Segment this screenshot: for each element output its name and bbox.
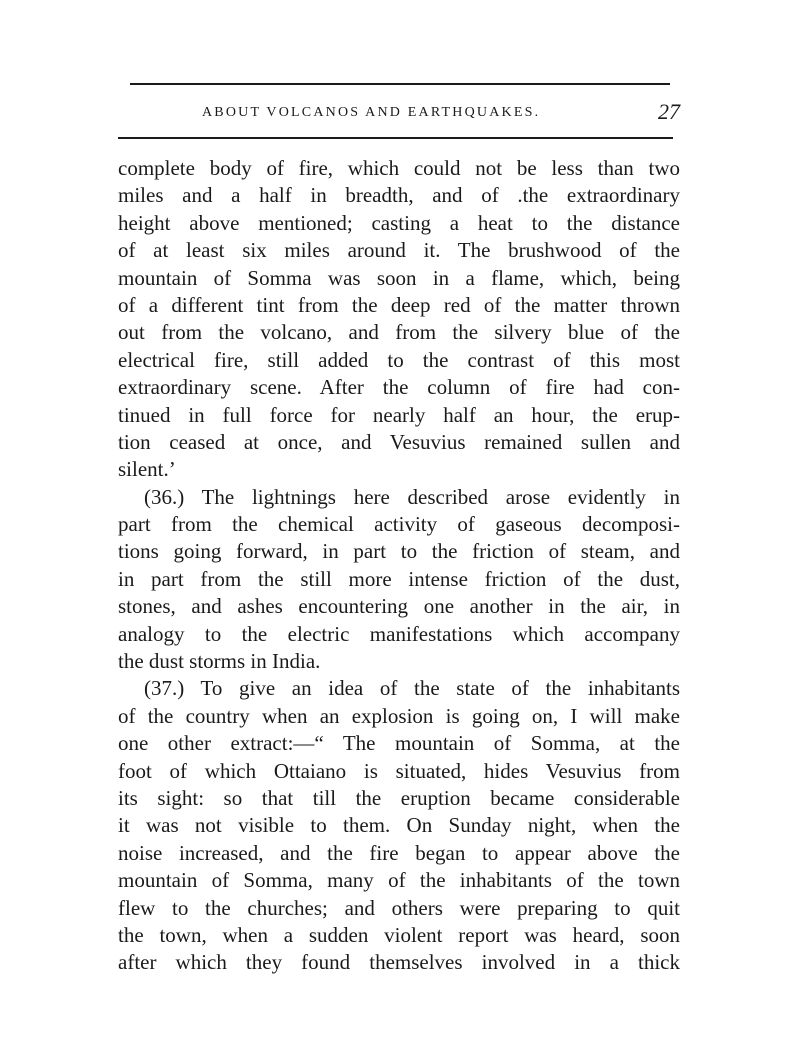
text-line: of at least six miles around it. The brushwood of the bbox=[118, 238, 680, 263]
text-line: the dust storms in India. bbox=[118, 649, 321, 674]
text-line: mountain of Somma, many of the inhabitants of the town bbox=[118, 868, 680, 893]
running-title: ABOUT VOLCANOS AND EARTHQUAKES. bbox=[202, 105, 541, 120]
text-line: part from the chemical activity of gaseous decomposi- bbox=[118, 512, 680, 537]
text-line: in part from the still more intense friction of the dust, bbox=[118, 566, 680, 591]
paragraph-first-line: (37.) To give an idea of the state of the inhabitants bbox=[144, 676, 680, 701]
text-line: tions going forward, in part to the friction of steam, and bbox=[118, 539, 680, 564]
text-line: of a different tint from the deep red of the matter thrown bbox=[118, 292, 680, 317]
text-line: extraordinary scene. After the column of fire had con- bbox=[118, 375, 680, 400]
text-line: stones, and ashes encountering one another in the air, in bbox=[118, 594, 680, 619]
text-line: electrical fire, still added to the contrast of this most bbox=[118, 347, 680, 372]
text-line: one other extract:—“ The mountain of Somma, at the bbox=[118, 731, 680, 756]
text-line: miles and a half in breadth, and of .the extraordinary bbox=[118, 183, 680, 208]
page-number: 27 bbox=[658, 99, 680, 124]
text-line: it was not visible to them. On Sunday night, when the bbox=[118, 813, 680, 838]
text-line: tion ceased at once, and Vesuvius remained sullen and bbox=[118, 429, 680, 454]
running-head bbox=[118, 97, 680, 127]
text-line: foot of which Ottaiano is situated, hides Vesuvius from bbox=[118, 758, 680, 783]
body-text bbox=[118, 155, 680, 977]
text-line: complete body of fire, which could not be less than two bbox=[118, 156, 680, 180]
text-line: after which they found themselves involved in a thick bbox=[118, 950, 680, 975]
text-line: of the country when an explosion is going on, I will make bbox=[118, 703, 680, 728]
text-line: tinued in full force for nearly half an hour, the erup- bbox=[118, 402, 680, 427]
text-line: the town, when a sudden violent report was heard, soon bbox=[118, 922, 680, 947]
text-line: height above mentioned; casting a heat to the distance bbox=[118, 210, 680, 235]
text-line: silent.’ bbox=[118, 457, 176, 482]
text-line: analogy to the electric manifestations which accompany bbox=[118, 621, 680, 646]
paragraph-first-line: (36.) The lightnings here described arose evidently in bbox=[144, 484, 680, 509]
header-rule-top bbox=[130, 83, 670, 85]
text-line: mountain of Somma was soon in a flame, which, being bbox=[118, 265, 680, 290]
text-line: flew to the churches; and others were preparing to quit bbox=[118, 895, 680, 920]
text-line: its sight: so that till the eruption became considerable bbox=[118, 785, 680, 810]
text-line: out from the volcano, and from the silvery blue of the bbox=[118, 320, 680, 345]
header-rule-bottom bbox=[118, 137, 673, 139]
text-line: noise increased, and the fire began to appear above the bbox=[118, 840, 680, 865]
